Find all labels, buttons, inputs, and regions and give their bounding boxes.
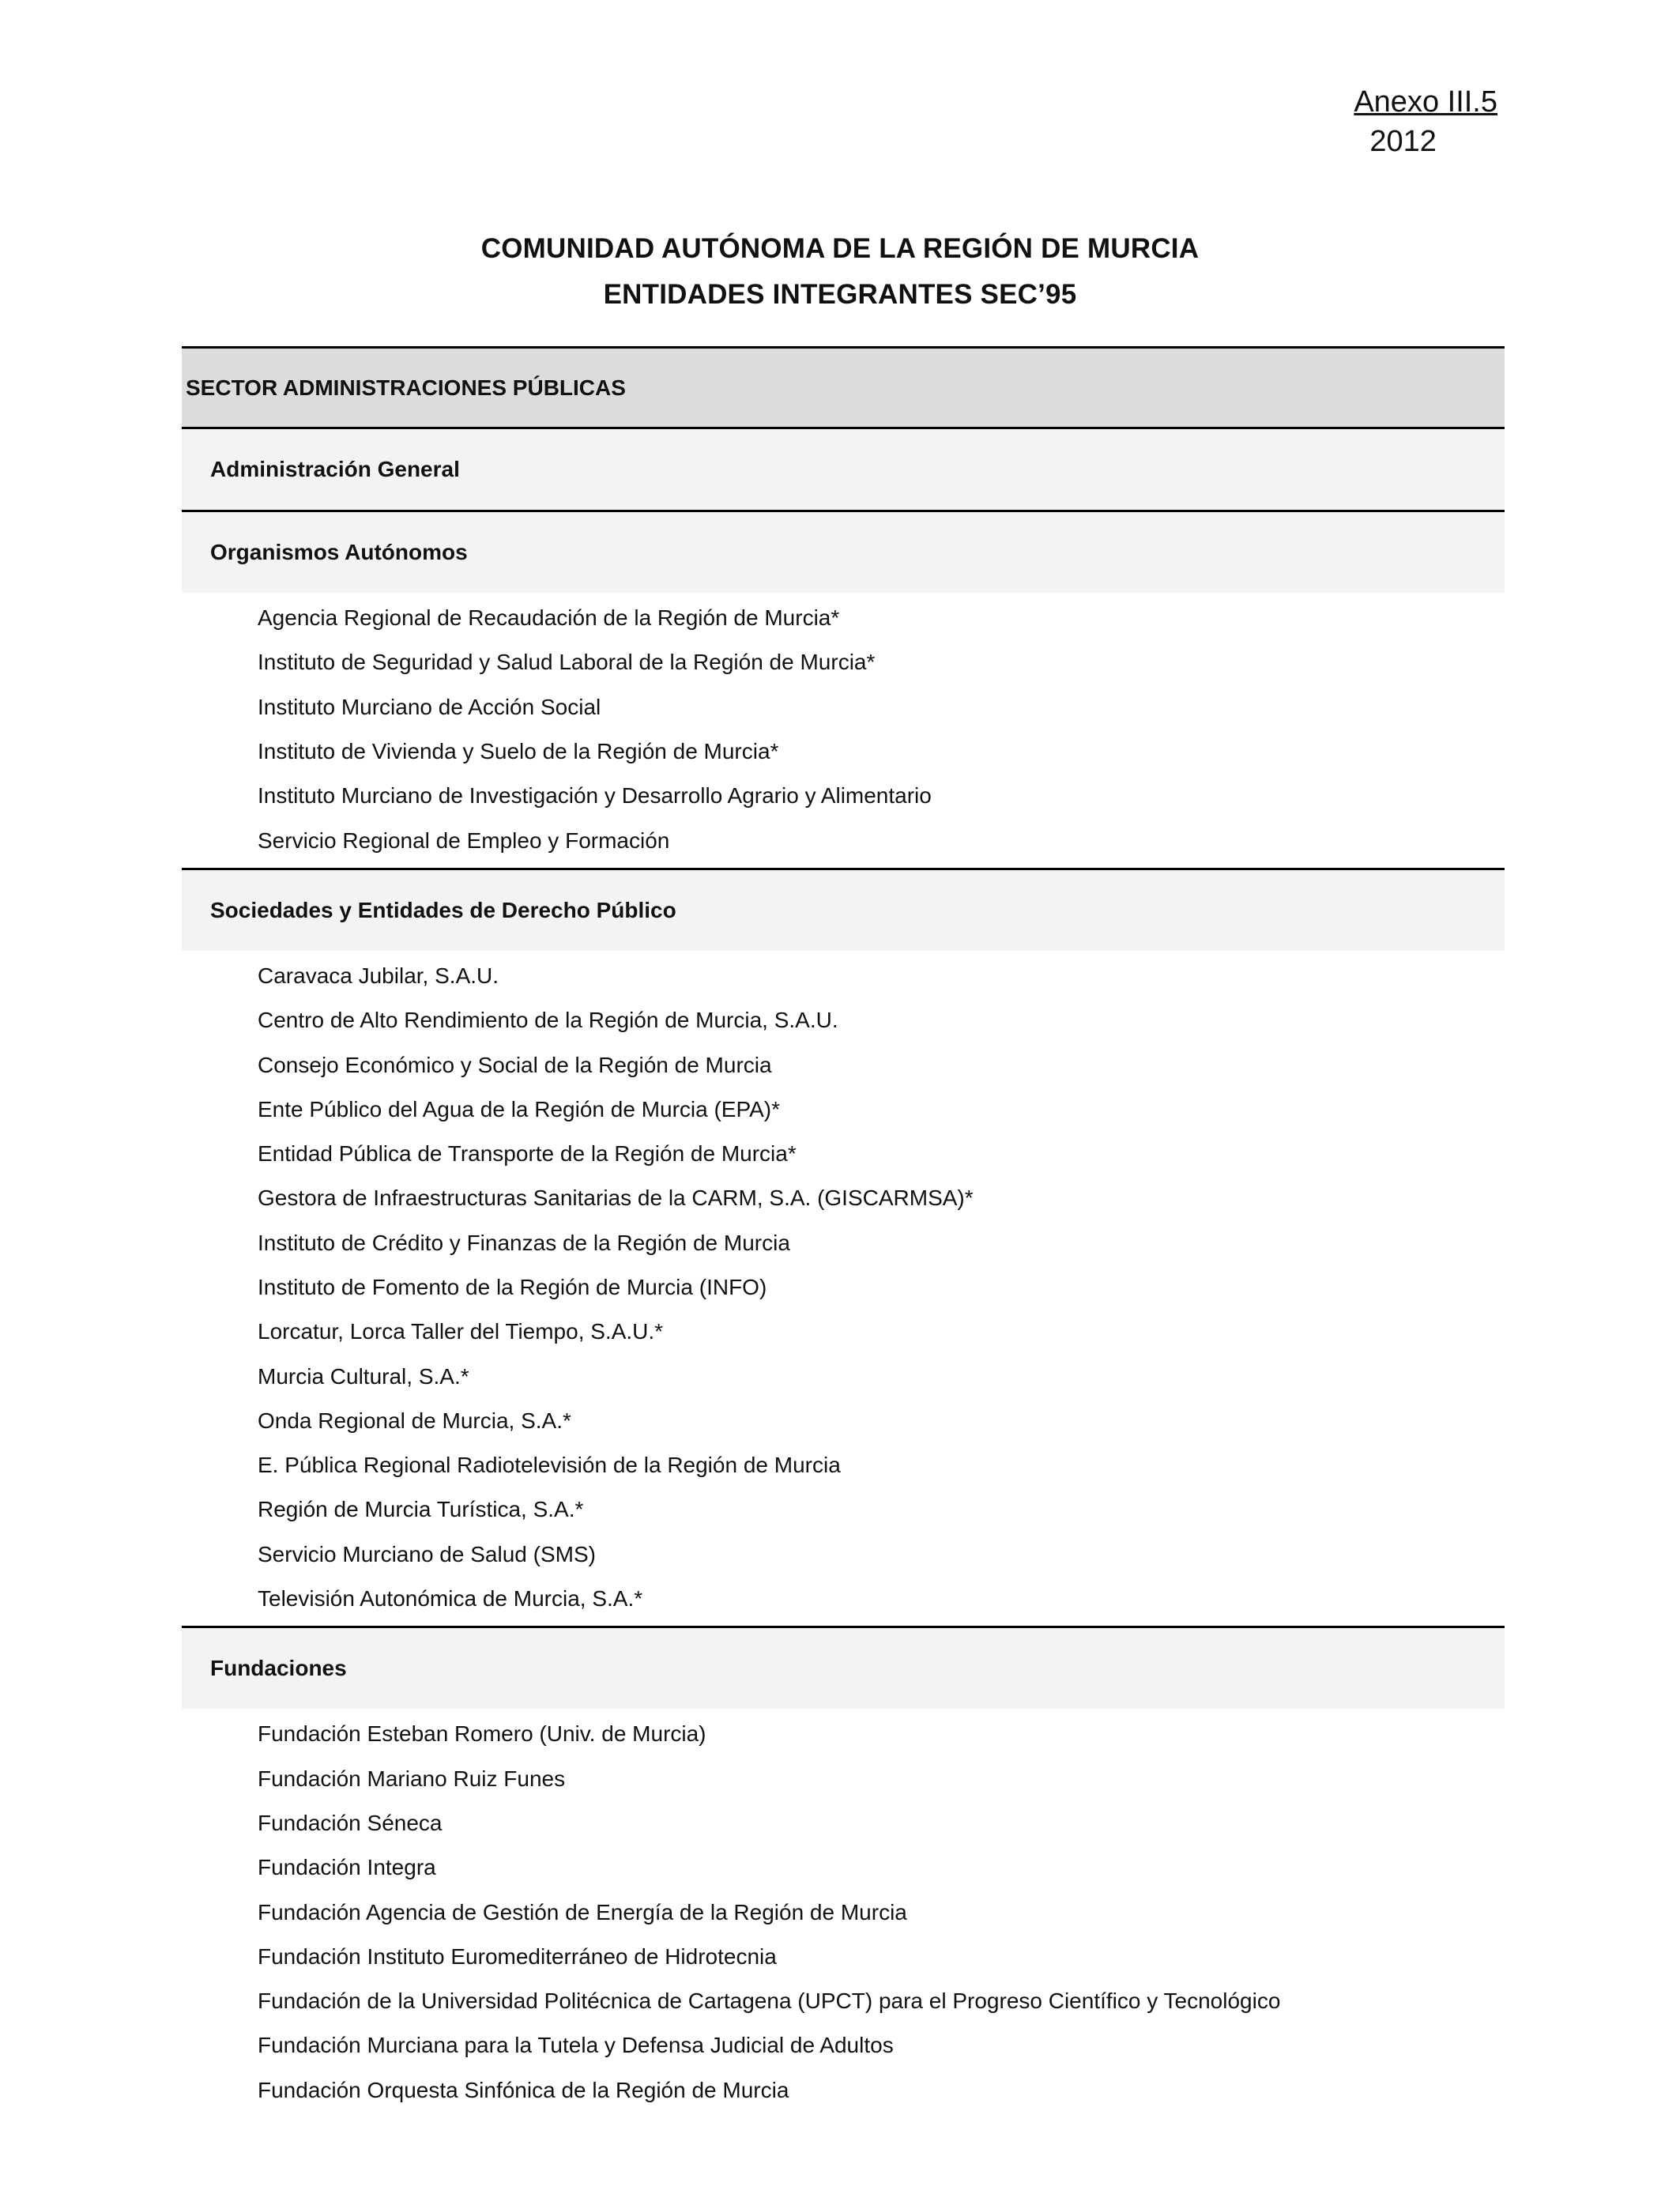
group-header: Sociedades y Entidades de Derecho Público bbox=[182, 868, 1505, 951]
title-line-1: COMUNIDAD AUTÓNOMA DE LA REGIÓN DE MURCIA bbox=[480, 233, 1200, 264]
sector-header: SECTOR ADMINISTRACIONES PÚBLICAS bbox=[182, 346, 1505, 427]
entity-list-item: Instituto Murciano de Acción Social bbox=[258, 694, 601, 719]
entity-list-item: Instituto Murciano de Investigación y Desarrollo Agrario y Alimentario bbox=[258, 783, 932, 809]
entity-list-item: Ente Público del Agua de la Región de Murcia (EPA)* bbox=[258, 1096, 780, 1122]
entity-list-item: Servicio Regional de Empleo y Formación bbox=[258, 827, 670, 853]
entity-list-item: Agencia Regional de Recaudación de la Región de Murcia* bbox=[258, 605, 840, 631]
entity-list-item: Centro de Alto Rendimiento de la Región de Murcia, S.A.U. bbox=[258, 1008, 838, 1033]
annex-label: Anexo III.5 bbox=[1354, 85, 1497, 119]
entity-list-item: Instituto de Crédito y Finanzas de la Región de Murcia bbox=[258, 1230, 790, 1255]
entity-list-item: Lorcatur, Lorca Taller del Tiempo, S.A.U.* bbox=[258, 1319, 664, 1344]
entity-list bbox=[182, 1709, 1505, 2117]
entity-list-item: E. Pública Regional Radiotelevisión de la Región de Murcia bbox=[258, 1453, 841, 1478]
entity-list-item: Fundación Séneca bbox=[258, 1810, 443, 1835]
entity-list-item: Fundación Agencia de Gestión de Energía de la Región de Murcia bbox=[258, 1899, 907, 1924]
annex-year: 2012 bbox=[1369, 125, 1437, 158]
group-header: Administración General bbox=[182, 427, 1505, 510]
group-header: Organismos Autónomos bbox=[182, 510, 1505, 593]
entity-list-item: Fundación Orquesta Sinfónica de la Región de Murcia bbox=[258, 2077, 789, 2102]
entity-list-item: Televisión Autonómica de Murcia, S.A.* bbox=[258, 1586, 643, 1612]
entity-list-item: Instituto de Fomento de la Región de Murcia (INFO) bbox=[258, 1275, 767, 1299]
entity-list-item: Instituto de Seguridad y Salud Laboral de la Región de Murcia* bbox=[258, 650, 876, 675]
entity-list-item: Caravaca Jubilar, S.A.U. bbox=[258, 963, 499, 988]
entity-list bbox=[182, 593, 1505, 868]
title-line-2: ENTIDADES INTEGRANTES SEC’95 bbox=[603, 279, 1077, 310]
annex-reference bbox=[1354, 82, 1497, 161]
entity-list bbox=[182, 951, 1505, 1626]
group-header: Fundaciones bbox=[182, 1626, 1505, 1709]
entity-list-item: Murcia Cultural, S.A.* bbox=[258, 1363, 469, 1389]
document-title bbox=[0, 226, 1680, 318]
entity-list-item: Fundación Integra bbox=[258, 1855, 436, 1880]
entity-list-item: Servicio Murciano de Salud (SMS) bbox=[258, 1541, 596, 1566]
entity-list-item: Instituto de Vivienda y Suelo de la Región de Murcia* bbox=[258, 739, 779, 764]
entity-list-item: Fundación Esteban Romero (Univ. de Murcia) bbox=[258, 1721, 706, 1747]
entity-list-item: Onda Regional de Murcia, S.A.* bbox=[258, 1408, 571, 1433]
entity-list-item: Fundación Instituto Euromediterráneo de Hidrotecnia bbox=[258, 1943, 777, 1969]
entity-list-item: Fundación de la Universidad Politécnica de Cartagena (UPCT) para el Progreso Científico y Tecnológico bbox=[258, 1989, 1281, 2014]
entity-list-item: Entidad Pública de Transporte de la Región de Murcia* bbox=[258, 1141, 797, 1167]
entity-list-item: Fundación Murciana para la Tutela y Defensa Judicial de Adultos bbox=[258, 2033, 894, 2058]
entity-list-item: Región de Murcia Turística, S.A.* bbox=[258, 1497, 584, 1522]
entity-table bbox=[182, 346, 1505, 2117]
entity-list-item: Consejo Económico y Social de la Región de Murcia bbox=[258, 1052, 772, 1077]
entity-list-item: Fundación Mariano Ruiz Funes bbox=[258, 1766, 566, 1791]
entity-groups bbox=[182, 427, 1505, 2117]
entity-list-item: Gestora de Infraestructuras Sanitarias de la CARM, S.A. (GISCARMSA)* bbox=[258, 1186, 974, 1211]
